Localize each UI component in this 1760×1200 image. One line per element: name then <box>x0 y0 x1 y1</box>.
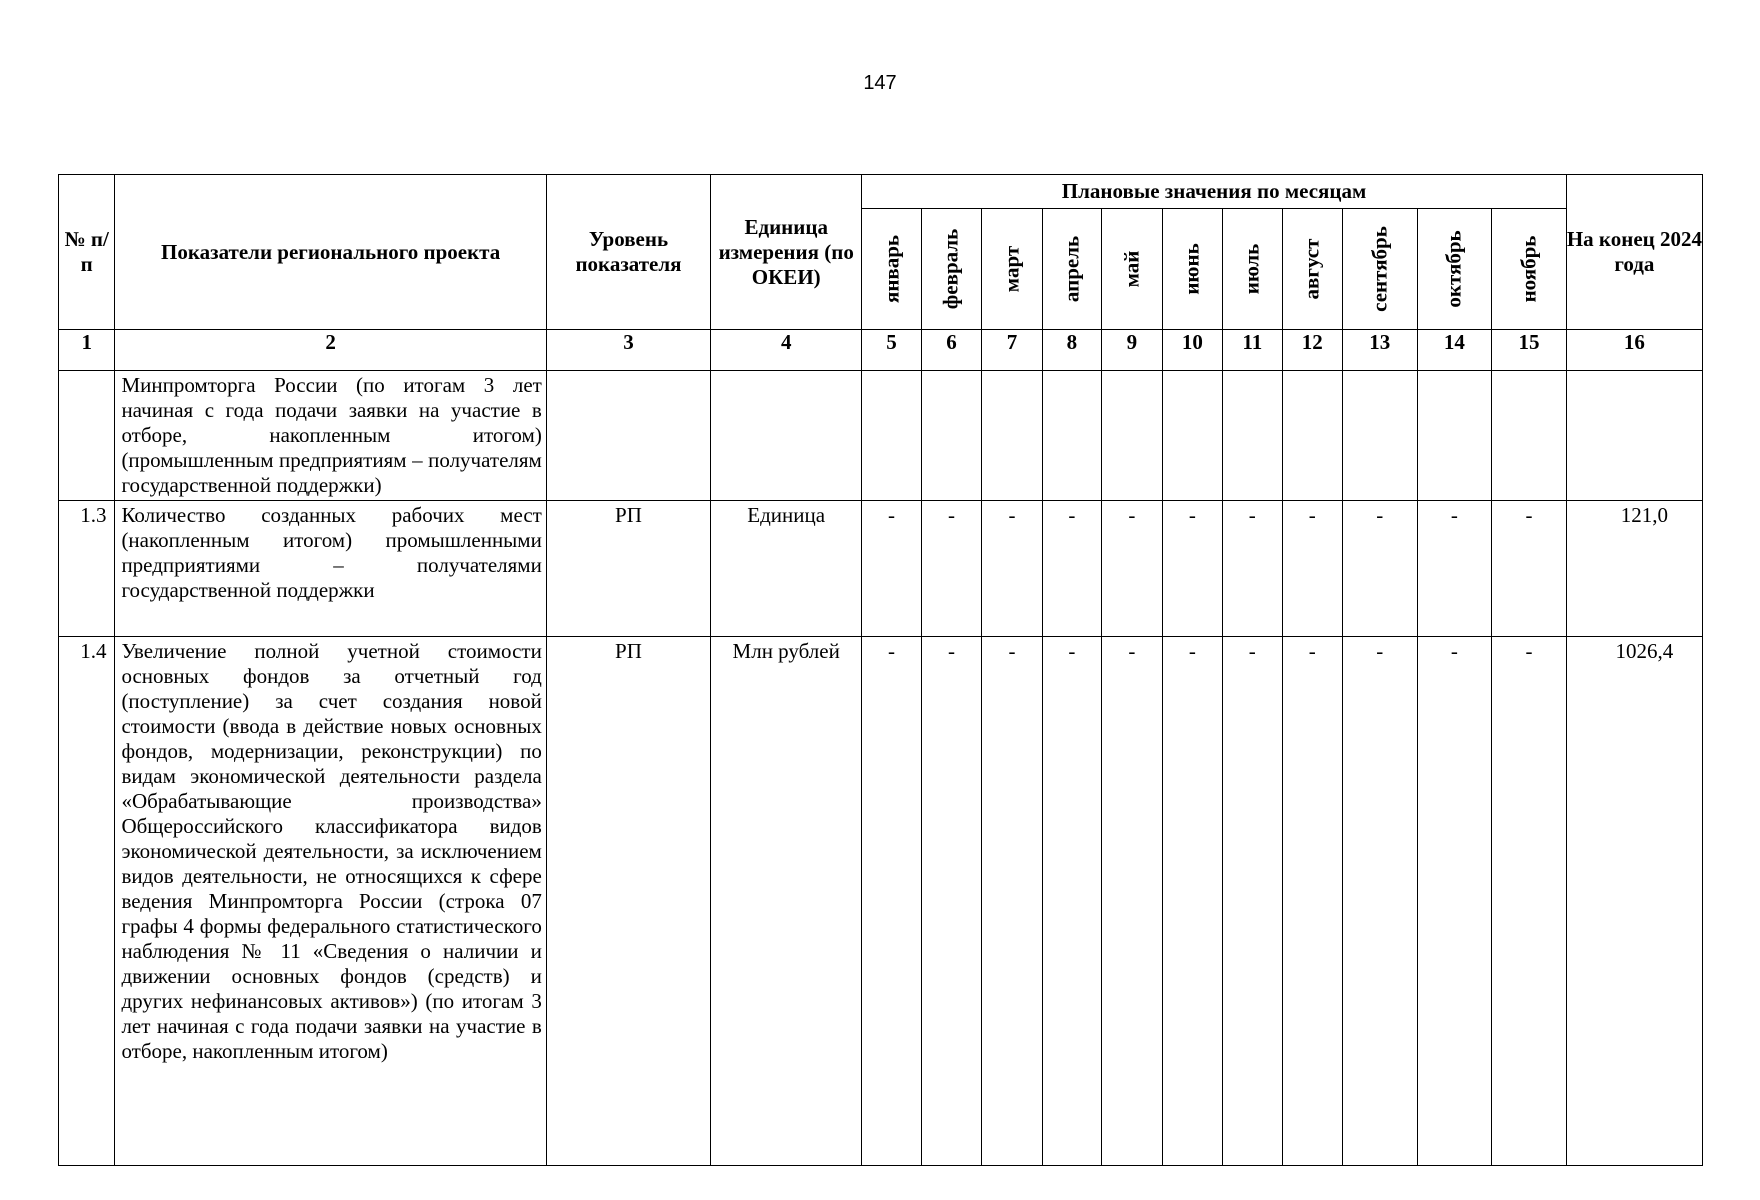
month-value: - <box>1102 637 1162 1166</box>
indicator-level <box>546 371 710 501</box>
month-value <box>1343 371 1418 501</box>
indicator-unit: Единица <box>711 501 862 637</box>
table-row <box>59 501 1703 637</box>
indicator-text: Увеличение полной учетной стоимости основных фондов за отчетный год (поступление) за счет создания новой стоимости (ввода в действие новых основных фондов, модернизации, реконструкции) по видам экономической деятельности раздела «Обрабатывающие производства» Общероссийского классификатора видов экономической деятельности, за исключением видов деятельности, не относящихся к сфере ведения Минпромторга России (строка 07 графы 4 формы федерального статистического наблюдения № 11 «Сведения о наличии и движении основных фондов (средств) и других нефинансовых активов») (по итогам 3 лет начиная с года подачи заявки на участие в отборе, накопленным итогом) <box>115 637 546 1166</box>
month-value: - <box>1223 501 1282 637</box>
header-col-unit: Единица измерения (по ОКЕИ) <box>711 175 862 330</box>
month-value <box>1492 371 1567 501</box>
month-value: - <box>982 637 1042 1166</box>
indicator-level: РП <box>546 501 710 637</box>
indicator-level: РП <box>546 637 710 1166</box>
month-value: - <box>1282 501 1342 637</box>
column-number: 8 <box>1042 330 1101 371</box>
month-value <box>1223 371 1282 501</box>
header-month-apr: апрель <box>1042 209 1101 330</box>
indicator-unit: Млн рублей <box>711 637 862 1166</box>
column-number: 6 <box>921 330 981 371</box>
column-number: 1 <box>59 330 115 371</box>
month-value: - <box>921 637 981 1166</box>
header-month-aug: август <box>1282 209 1342 330</box>
month-value <box>982 371 1042 501</box>
column-number: 11 <box>1223 330 1282 371</box>
month-value: - <box>1417 501 1492 637</box>
month-value <box>1042 371 1101 501</box>
month-value <box>1282 371 1342 501</box>
plan-table <box>58 174 1703 1166</box>
month-value: - <box>1282 637 1342 1166</box>
header-col-total: На конец 2024 года <box>1566 175 1702 330</box>
column-number: 7 <box>982 330 1042 371</box>
column-number: 4 <box>711 330 862 371</box>
month-value: - <box>862 637 921 1166</box>
month-value <box>1417 371 1492 501</box>
column-number: 10 <box>1162 330 1222 371</box>
month-value: - <box>1492 637 1567 1166</box>
month-value: - <box>1162 637 1222 1166</box>
column-number-row <box>59 330 1703 371</box>
indicator-text: Количество созданных рабочих мест (накопленным итогом) промышленными предприятиями – получателями государственной поддержки <box>115 501 546 637</box>
column-number: 3 <box>546 330 710 371</box>
month-value <box>921 371 981 501</box>
year-end-total <box>1566 371 1702 501</box>
header-col-level: Уровень показателя <box>546 175 710 330</box>
month-value: - <box>1343 637 1418 1166</box>
row-number <box>59 371 115 501</box>
month-value: - <box>1223 637 1282 1166</box>
year-end-total: 121,0 <box>1566 501 1702 637</box>
header-col-indicator: Показатели регионального проекта <box>115 175 546 330</box>
header-month-mar: март <box>982 209 1042 330</box>
month-value: - <box>862 501 921 637</box>
column-number: 14 <box>1417 330 1492 371</box>
indicator-unit <box>711 371 862 501</box>
column-number: 16 <box>1566 330 1702 371</box>
month-value: - <box>982 501 1042 637</box>
month-value: - <box>1417 637 1492 1166</box>
header-month-oct: октябрь <box>1417 209 1492 330</box>
column-number: 2 <box>115 330 546 371</box>
month-value: - <box>1042 501 1101 637</box>
header-month-sep: сентябрь <box>1343 209 1418 330</box>
month-value: - <box>921 501 981 637</box>
month-value: - <box>1492 501 1567 637</box>
month-value: - <box>1042 637 1101 1166</box>
year-end-total: 1026,4 <box>1566 637 1702 1166</box>
header-month-may: май <box>1102 209 1162 330</box>
header-month-nov: ноябрь <box>1492 209 1567 330</box>
row-number: 1.4 <box>59 637 115 1166</box>
header-month-jul: июль <box>1223 209 1282 330</box>
month-value: - <box>1343 501 1418 637</box>
column-number: 5 <box>862 330 921 371</box>
header-months-title: Плановые значения по месяцам <box>862 175 1567 209</box>
table-row <box>59 371 1703 501</box>
month-value <box>1102 371 1162 501</box>
table-row <box>59 637 1703 1166</box>
month-value <box>862 371 921 501</box>
column-number: 15 <box>1492 330 1567 371</box>
header-month-feb: февраль <box>921 209 981 330</box>
column-number: 12 <box>1282 330 1342 371</box>
month-value: - <box>1102 501 1162 637</box>
header-month-jan: январь <box>862 209 921 330</box>
header-month-jun: июнь <box>1162 209 1222 330</box>
month-value: - <box>1162 501 1222 637</box>
page-number: 147 <box>863 72 897 94</box>
column-number: 13 <box>1343 330 1418 371</box>
header-col-num: № п/п <box>59 175 115 330</box>
column-number: 9 <box>1102 330 1162 371</box>
row-number: 1.3 <box>59 501 115 637</box>
indicator-text: Минпромторга России (по итогам 3 лет начиная с года подачи заявки на участие в отборе, накопленным итогом) (промышленным предприятиям – получателям государственной поддержки) <box>115 371 546 501</box>
month-value <box>1162 371 1222 501</box>
